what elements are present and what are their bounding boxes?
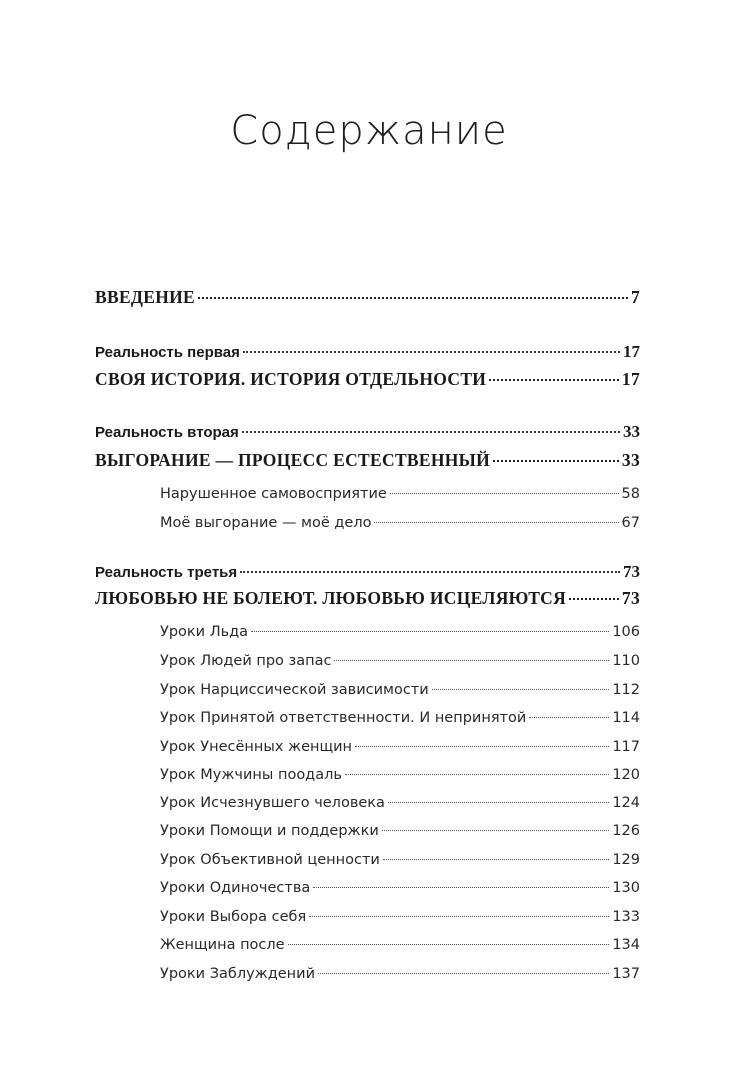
toc-entry-label: Реальность третья [95, 564, 238, 581]
toc-entry-label: Уроки Выбора себя [160, 909, 307, 925]
toc-entry-reality-2[interactable] [95, 420, 640, 444]
toc-entry-label: Уроки Помощи и поддержки [160, 823, 379, 839]
toc-page-number: 33 [623, 422, 640, 441]
dot-leader [198, 297, 628, 299]
toc-entry-label: Урок Исчезнувшего человека [160, 795, 385, 811]
dot-leader [251, 631, 609, 632]
toc-page-number: 110 [612, 653, 640, 669]
toc-page-number: 7 [630, 287, 640, 307]
toc-entry-sub[interactable] [160, 649, 640, 673]
dot-leader [309, 916, 609, 917]
dot-leader [374, 522, 618, 523]
dot-leader [432, 689, 610, 690]
toc-entry-sub[interactable] [160, 791, 640, 815]
toc-entry-label: Моё выгорание — моё дело [160, 515, 372, 531]
toc-entry-label: ВЫГОРАНИЕ — ПРОЦЕСС ЕСТЕСТВЕННЫЙ [95, 450, 491, 470]
toc-entry-section-1[interactable] [95, 366, 640, 392]
toc-page-number: 114 [612, 710, 640, 726]
dot-leader [240, 571, 620, 573]
toc-page-number: 130 [612, 880, 640, 896]
toc-page-number: 106 [612, 624, 640, 640]
toc-page-number: 134 [612, 937, 640, 953]
toc-entry-label: Женщина после [160, 937, 285, 953]
toc-page-number: 133 [612, 909, 640, 925]
toc-entry-sub[interactable] [160, 482, 640, 506]
toc-entry-sub[interactable] [160, 620, 640, 644]
dot-leader [243, 351, 620, 353]
toc-page-number: 120 [612, 767, 640, 783]
toc-entry-label: СВОЯ ИСТОРИЯ. ИСТОРИЯ ОТДЕЛЬНОСТИ [95, 369, 487, 389]
toc-page-number: 73 [623, 562, 640, 581]
toc-entry-sub[interactable] [160, 511, 640, 535]
toc-entry-label: Реальность вторая [95, 424, 239, 441]
dot-leader [388, 802, 609, 803]
toc-entry-sub[interactable] [160, 905, 640, 929]
page-title: Содержание [230, 108, 508, 154]
toc-entry-section-2[interactable] [95, 447, 640, 473]
dot-leader [318, 973, 609, 974]
toc-entry-sub[interactable] [160, 763, 640, 787]
toc-entry-label: Реальность первая [95, 344, 240, 361]
toc-page-number: 73 [621, 588, 640, 608]
toc-entry-intro[interactable] [95, 284, 640, 310]
toc-page-number: 126 [612, 823, 640, 839]
dot-leader [383, 859, 609, 860]
toc-page-number: 117 [612, 739, 640, 755]
toc-entry-label: Урок Мужчины поодаль [160, 767, 342, 783]
toc-entry-sub[interactable] [160, 678, 640, 702]
dot-leader [334, 660, 609, 661]
toc-entry-label: Уроки Заблуждений [160, 966, 316, 982]
toc-page-number: 58 [621, 486, 640, 502]
dot-leader [313, 887, 609, 888]
dot-leader [288, 944, 610, 945]
toc-page-number: 67 [621, 515, 640, 531]
toc-entry-sub[interactable] [160, 876, 640, 900]
toc-page-number: 124 [612, 795, 640, 811]
toc-entry-label: Уроки Льда [160, 624, 249, 640]
toc-entry-label: Урок Объективной ценности [160, 852, 380, 868]
toc-entry-sub[interactable] [160, 848, 640, 872]
toc-entry-label: Уроки Одиночества [160, 880, 311, 896]
dot-leader [345, 774, 609, 775]
toc-entry-sub[interactable] [160, 933, 640, 957]
dot-leader [242, 431, 620, 433]
toc-entry-sub[interactable] [160, 706, 640, 730]
toc-entry-label: Урок Людей про запас [160, 653, 332, 669]
toc-entry-label: Нарушенное самовосприятие [160, 486, 387, 502]
toc-entry-sub[interactable] [160, 819, 640, 843]
dot-leader [493, 460, 619, 462]
dot-leader [489, 379, 619, 381]
toc-page-number: 33 [621, 450, 640, 470]
dot-leader [569, 598, 619, 600]
toc-page-number: 17 [623, 342, 640, 361]
toc-page-number: 17 [621, 369, 640, 389]
dot-leader [382, 830, 610, 831]
toc-entry-reality-1[interactable] [95, 340, 640, 364]
toc-entry-label: Урок Принятой ответственности. И непринятой [160, 710, 527, 726]
toc-entry-label: ЛЮБОВЬЮ НЕ БОЛЕЮТ. ЛЮБОВЬЮ ИСЦЕЛЯЮТСЯ [95, 588, 567, 608]
toc-entry-label: ВВЕДЕНИЕ [95, 287, 196, 307]
toc-entry-sub[interactable] [160, 962, 640, 986]
toc-page-number: 137 [612, 966, 640, 982]
dot-leader [529, 717, 609, 718]
dot-leader [355, 746, 609, 747]
toc-entry-label: Урок Унесённых женщин [160, 739, 353, 755]
toc-page-number: 112 [612, 682, 640, 698]
toc-entry-sub[interactable] [160, 735, 640, 759]
toc-entry-section-3[interactable] [95, 585, 640, 611]
toc-entry-reality-3[interactable] [95, 560, 640, 584]
toc-page-number: 129 [612, 852, 640, 868]
dot-leader [390, 493, 619, 494]
toc-entry-label: Урок Нарциссической зависимости [160, 682, 429, 698]
